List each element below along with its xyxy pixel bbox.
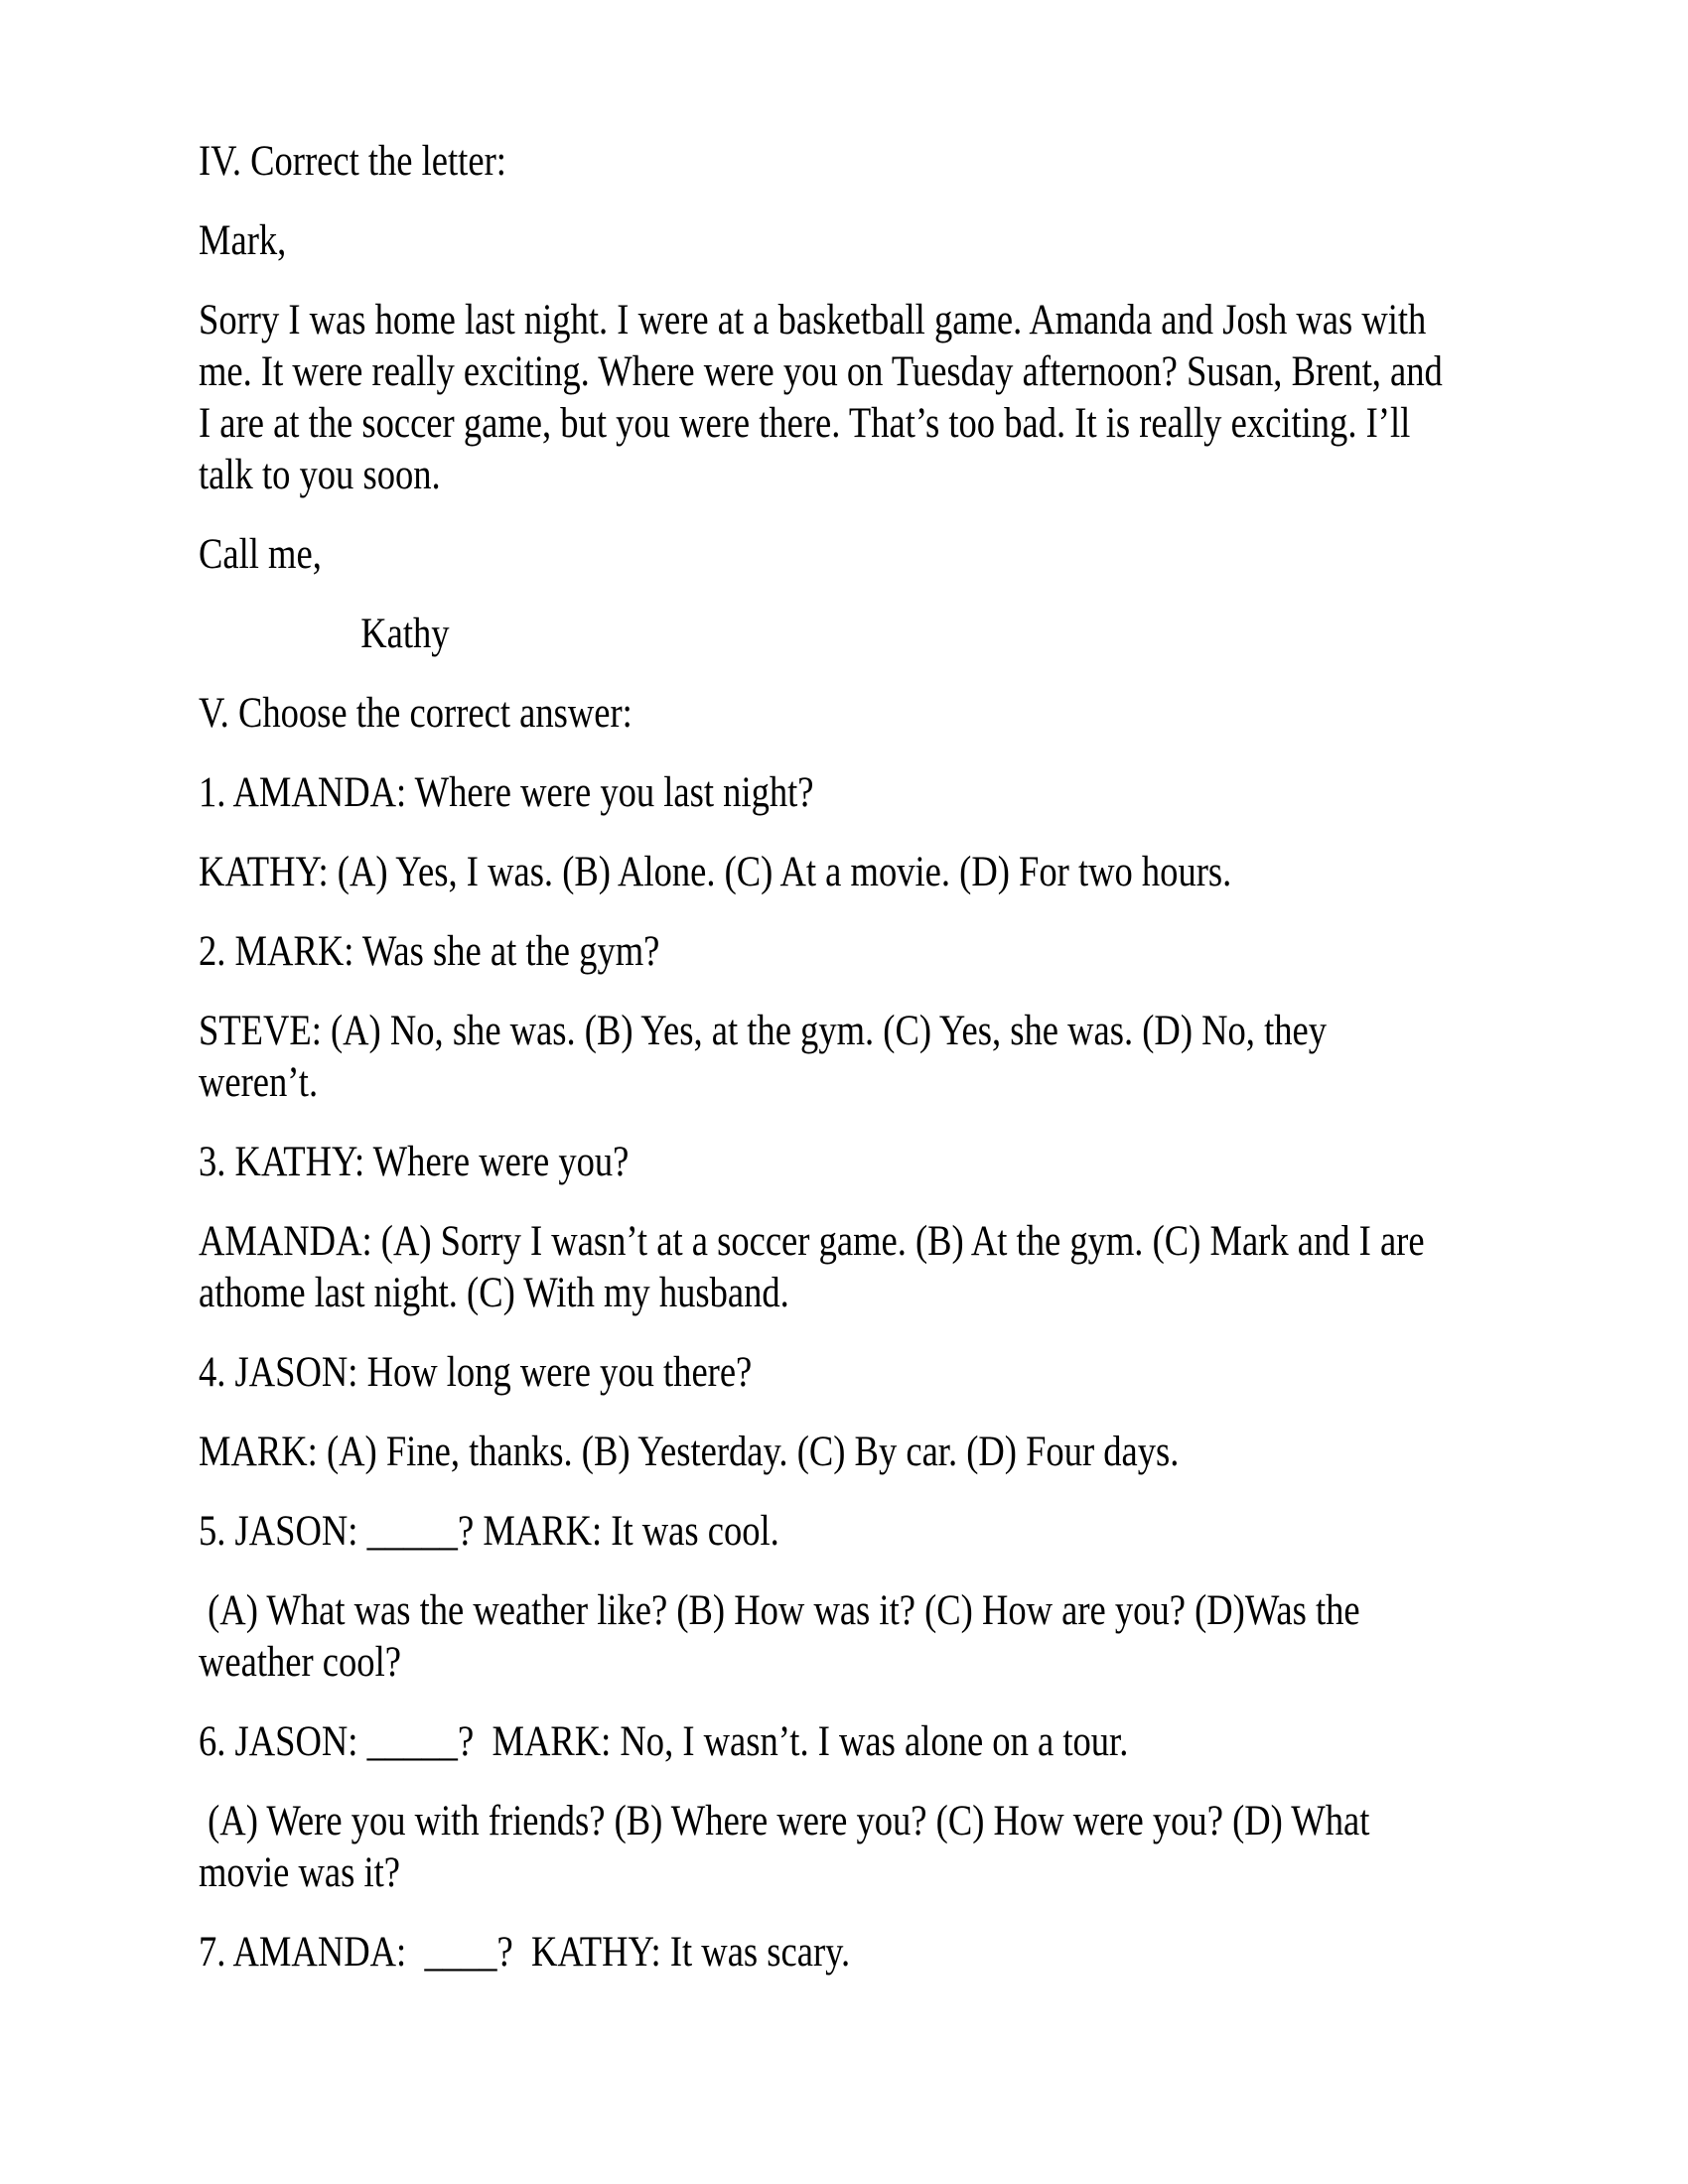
letter-salutation-text: Mark, xyxy=(199,217,287,264)
letter-body-line: talk to you soon. xyxy=(199,452,441,498)
answer-line: KATHY: (A) Yes, I was. (B) Alone. (C) At a movie. (D) For two hours. xyxy=(199,849,1232,895)
question-5-options xyxy=(199,1585,1628,1689)
letter-closing xyxy=(199,529,1628,581)
question-prompt: 1. AMANDA: Where were you last night? xyxy=(199,769,814,816)
question-prompt: 3. KATHY: Where were you? xyxy=(199,1139,630,1185)
section-v-heading: V. Choose the correct answer: xyxy=(199,690,633,737)
question-6-prompt xyxy=(199,1716,1628,1768)
answer-line: weren’t. xyxy=(199,1059,319,1106)
answer-line: (A) Were you with friends? (B) Where were you? (C) How were you? (D) What xyxy=(199,1798,1370,1844)
question-4-prompt xyxy=(199,1347,1628,1399)
question-prompt: 2. MARK: Was she at the gym? xyxy=(199,928,660,975)
question-prompt: 5. JASON: _____? MARK: It was cool. xyxy=(199,1508,779,1555)
letter-signature xyxy=(199,609,1628,660)
section-iv-heading: IV. Correct the letter: xyxy=(199,138,506,185)
question-2-prompt xyxy=(199,926,1628,978)
question-7-prompt xyxy=(199,1927,1628,1979)
question-3-prompt xyxy=(199,1137,1628,1188)
letter-signature-text: Kathy xyxy=(360,611,450,657)
question-prompt: 6. JASON: _____? MARK: No, I wasn’t. I was alone on a tour. xyxy=(199,1718,1129,1765)
question-2-answer xyxy=(199,1006,1628,1109)
letter-body-line: Sorry I was home last night. I were at a basketball game. Amanda and Josh was with xyxy=(199,297,1427,343)
question-6-options xyxy=(199,1796,1628,1899)
letter-body-line: I are at the soccer game, but you were there. That’s too bad. It is really exciting. I’ll xyxy=(199,400,1411,447)
letter-body-line: me. It were really exciting. Where were you on Tuesday afternoon? Susan, Brent, and xyxy=(199,348,1443,395)
question-prompt: 4. JASON: How long were you there? xyxy=(199,1349,753,1396)
section-iv xyxy=(199,136,1628,188)
answer-line: (A) What was the weather like? (B) How was it? (C) How are you? (D)Was the xyxy=(199,1587,1360,1634)
answer-line: athome last night. (C) With my husband. xyxy=(199,1270,789,1316)
question-prompt: 7. AMANDA: ____? KATHY: It was scary. xyxy=(199,1929,851,1976)
letter-body xyxy=(199,295,1628,501)
answer-line: AMANDA: (A) Sorry I wasn’t at a soccer game. (B) At the gym. (C) Mark and I are xyxy=(199,1218,1425,1265)
question-1-prompt xyxy=(199,767,1628,819)
answer-line: STEVE: (A) No, she was. (B) Yes, at the gym. (C) Yes, she was. (D) No, they xyxy=(199,1008,1327,1054)
section-v xyxy=(199,688,1628,740)
letter-salutation xyxy=(199,215,1628,267)
letter-closing-text: Call me, xyxy=(199,531,322,578)
question-1-answer xyxy=(199,847,1628,898)
answer-line: weather cool? xyxy=(199,1639,401,1686)
answer-line: MARK: (A) Fine, thanks. (B) Yesterday. (C) By car. (D) Four days. xyxy=(199,1429,1180,1475)
question-4-answer xyxy=(199,1427,1628,1478)
answer-line: movie was it? xyxy=(199,1849,401,1896)
question-3-answer xyxy=(199,1216,1628,1319)
question-5-prompt xyxy=(199,1506,1628,1558)
